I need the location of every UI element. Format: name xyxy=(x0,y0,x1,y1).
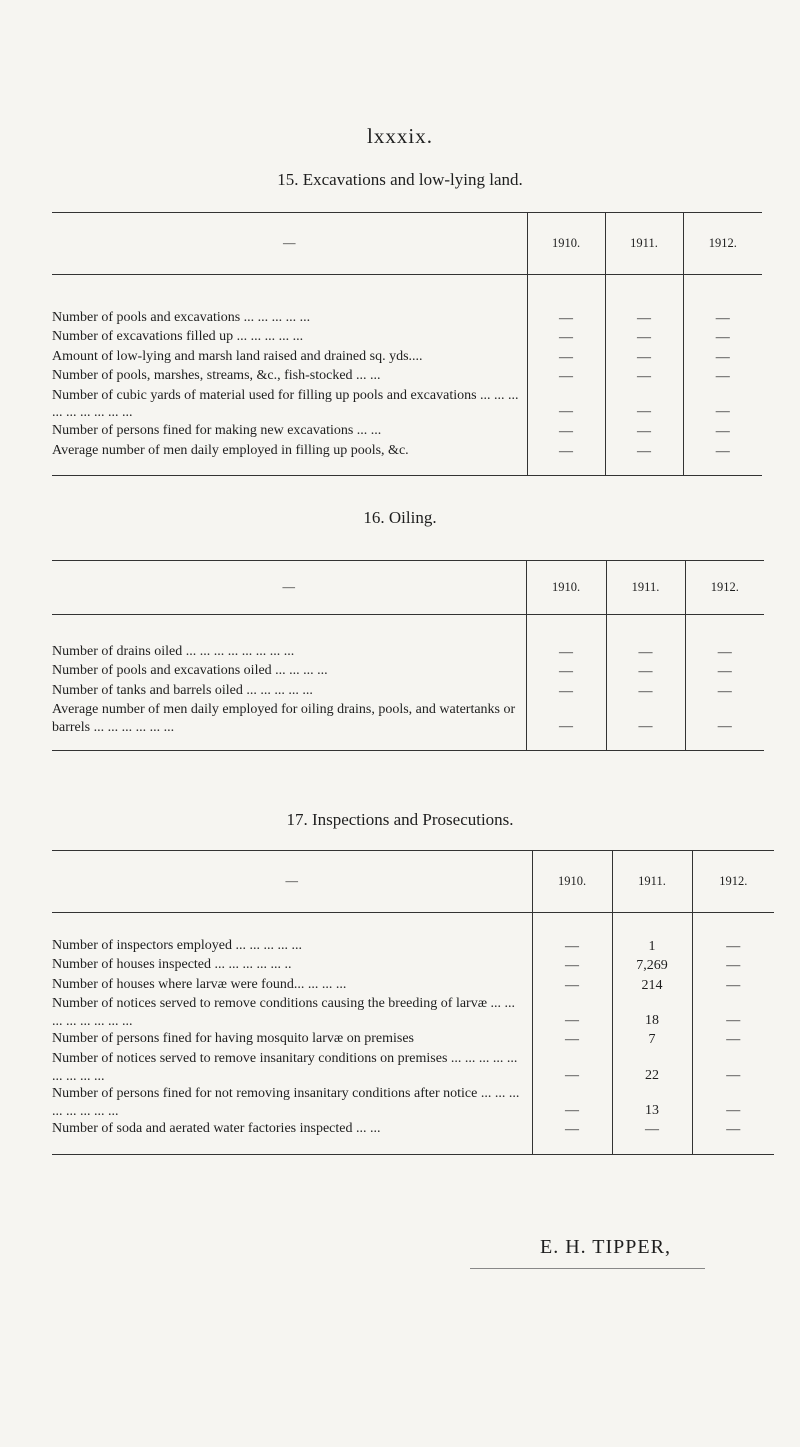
section-title-oiling: 16. Oiling. xyxy=(363,508,437,527)
cell-1910: — xyxy=(527,309,605,329)
cell-1911: — xyxy=(605,309,683,329)
row-label: Number of tanks and barrels oiled ... ... ... ... ... xyxy=(52,682,313,698)
cell-1910: — xyxy=(527,422,605,442)
cell-1911: 7 xyxy=(612,1030,692,1050)
column-header-1910: 1910. xyxy=(532,851,612,913)
table-row xyxy=(52,367,762,387)
cell-1912: — xyxy=(683,367,762,387)
cell-1911: — xyxy=(606,643,685,663)
table-row xyxy=(52,348,762,368)
section-title-excavations: 15. Excavations and low-lying land. xyxy=(277,170,523,189)
cell-1910: — xyxy=(532,1120,612,1140)
cell-1912: — xyxy=(692,937,774,957)
column-header-1911: 1911. xyxy=(612,851,692,913)
table-row xyxy=(52,1085,774,1120)
row-label: Number of houses inspected ... ... ... ... ... .. xyxy=(52,957,292,973)
column-header-1910: 1910. xyxy=(527,213,605,275)
row-label: Number of cubic yards of material used for filling up pools and excavations ... ... ... ... ... ... ... ... ... xyxy=(52,387,519,421)
cell-1912: — xyxy=(692,1050,774,1085)
table-row xyxy=(52,682,764,702)
cell-1910: — xyxy=(532,1030,612,1050)
header-label: — xyxy=(52,213,527,275)
cell-1912: — xyxy=(683,328,762,348)
row-label: Number of persons fined for not removing insanitary conditions after notice ... ... ... ... ... ... ... ... xyxy=(52,1086,520,1119)
cell-1912: — xyxy=(683,422,762,442)
cell-1910: — xyxy=(532,1050,612,1085)
table-row xyxy=(52,422,762,442)
header-label: — xyxy=(52,851,532,913)
cell-1912: — xyxy=(685,701,764,736)
cell-1912: — xyxy=(685,643,764,663)
cell-1910: — xyxy=(532,937,612,957)
column-header-1912: 1912. xyxy=(692,851,774,913)
cell-1912: — xyxy=(685,682,764,702)
cell-1910: — xyxy=(532,976,612,996)
row-label: Average number of men daily employed in filling up pools, &c. xyxy=(52,442,409,458)
cell-1911: 22 xyxy=(612,1050,692,1085)
cell-1912: — xyxy=(683,309,762,329)
cell-1910: — xyxy=(526,682,606,702)
cell-1911: — xyxy=(606,682,685,702)
cell-1912: — xyxy=(692,1120,774,1140)
cell-1911: — xyxy=(606,701,685,736)
table-inspections xyxy=(52,850,774,1155)
row-label: Number of pools and excavations oiled ... ... ... ... xyxy=(52,663,328,679)
row-label: Number of houses where larvæ were found... ... ... ... xyxy=(52,976,347,992)
cell-1910: — xyxy=(526,643,606,663)
column-header-1911: 1911. xyxy=(605,213,683,275)
cell-1910: — xyxy=(527,348,605,368)
row-label: Average number of men daily employed for oiling drains, pools, and watertanks or barrels ... ... ... ... ... ... xyxy=(52,702,516,735)
row-label: Number of excavations filled up ... ... ... ... ... xyxy=(52,329,304,345)
cell-1912: — xyxy=(683,387,762,422)
cell-1910: — xyxy=(532,1085,612,1120)
column-header-1911: 1911. xyxy=(606,561,685,615)
table-row xyxy=(52,442,762,462)
row-label: Number of notices served to remove conditions causing the breeding of larvæ ... ... ... ... ... ... ... ... xyxy=(52,996,516,1029)
row-label: Number of notices served to remove insanitary conditions on premises ... ... ... ... ... ... ... ... ... xyxy=(52,1051,518,1084)
cell-1910: — xyxy=(527,367,605,387)
signature: E. H. TIPPER, xyxy=(540,1236,671,1258)
row-label: Number of persons fined for having mosquito larvæ on premises xyxy=(52,1031,414,1047)
table-row xyxy=(52,328,762,348)
cell-1912: — xyxy=(683,442,762,462)
cell-1911: — xyxy=(605,367,683,387)
cell-1911: — xyxy=(605,422,683,442)
page-number: lxxxix. xyxy=(367,124,433,148)
column-header-1912: 1912. xyxy=(683,213,762,275)
table-row xyxy=(52,995,774,1030)
cell-1911: — xyxy=(605,328,683,348)
cell-1911: — xyxy=(605,442,683,462)
cell-1911: — xyxy=(605,348,683,368)
table-row xyxy=(52,1050,774,1085)
row-label: Number of persons fined for making new excavations ... ... xyxy=(52,423,382,439)
cell-1911: — xyxy=(605,387,683,422)
section-title-inspections: 17. Inspections and Prosecutions. xyxy=(286,810,514,829)
table-row xyxy=(52,1030,774,1050)
cell-1912: — xyxy=(683,348,762,368)
table-excavations xyxy=(52,212,762,476)
cell-1911: 214 xyxy=(612,976,692,996)
row-label: Number of soda and aerated water factories inspected ... ... xyxy=(52,1121,381,1137)
table-row xyxy=(52,1120,774,1140)
cell-1912: — xyxy=(685,662,764,682)
table-row xyxy=(52,701,764,736)
cell-1911: 18 xyxy=(612,995,692,1030)
column-header-1912: 1912. xyxy=(685,561,764,615)
cell-1911: — xyxy=(612,1120,692,1140)
header-label: — xyxy=(52,561,526,615)
cell-1910: — xyxy=(526,701,606,736)
row-label: Amount of low-lying and marsh land raised and drained sq. yds.... xyxy=(52,348,423,364)
cell-1912: — xyxy=(692,995,774,1030)
table-row xyxy=(52,309,762,329)
cell-1912: — xyxy=(692,956,774,976)
cell-1910: — xyxy=(527,442,605,462)
cell-1911: 1 xyxy=(612,937,692,957)
row-label: Number of pools, marshes, streams, &c., fish-stocked ... ... xyxy=(52,368,381,384)
table-row xyxy=(52,937,774,957)
cell-1910: — xyxy=(532,956,612,976)
table-row xyxy=(52,387,762,422)
cell-1910: — xyxy=(526,662,606,682)
row-label: Number of pools and excavations ... ... ... ... ... xyxy=(52,309,311,325)
cell-1912: — xyxy=(692,976,774,996)
row-label: Number of drains oiled ... ... ... ... ... ... ... ... xyxy=(52,643,295,659)
column-header-1910: 1910. xyxy=(526,561,606,615)
row-label: Number of inspectors employed ... ... ... ... ... xyxy=(52,937,303,953)
cell-1910: — xyxy=(532,995,612,1030)
cell-1911: 7,269 xyxy=(612,956,692,976)
table-row xyxy=(52,662,764,682)
table-row xyxy=(52,956,774,976)
table-oiling xyxy=(52,560,764,751)
cell-1912: — xyxy=(692,1030,774,1050)
cell-1910: — xyxy=(527,328,605,348)
cell-1911: — xyxy=(606,662,685,682)
cell-1911: 13 xyxy=(612,1085,692,1120)
divider xyxy=(470,1268,705,1269)
table-row xyxy=(52,643,764,663)
cell-1910: — xyxy=(527,387,605,422)
table-row xyxy=(52,976,774,996)
cell-1912: — xyxy=(692,1085,774,1120)
